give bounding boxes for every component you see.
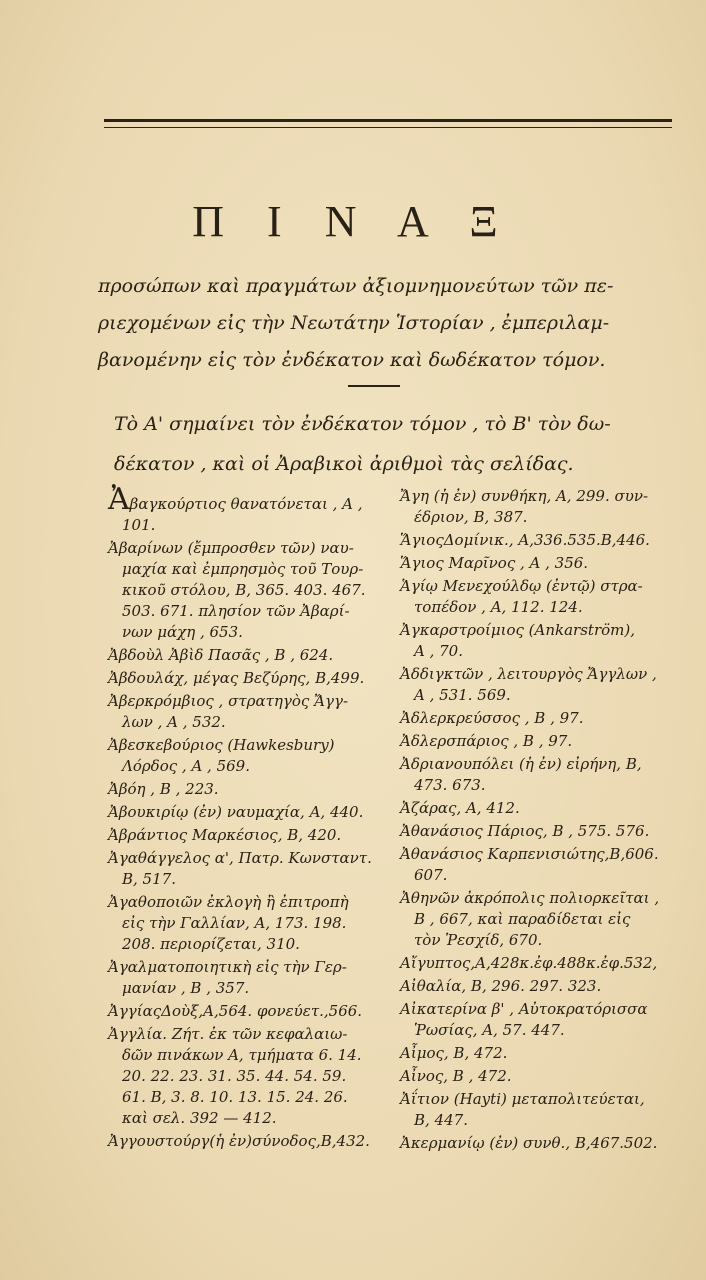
index-entry: [108, 957, 390, 999]
index-entry: [108, 691, 390, 733]
index-entry: [108, 482, 390, 536]
index-entry-line: Ἀθηνῶν ἀκρόπολις πολιορκεῖται ,: [400, 889, 660, 907]
note-line: δέκατον , καὶ οἱ Ἀραβικοὶ ἀριθμοὶ τὰς σελίδας.: [114, 453, 574, 475]
index-entry: [108, 668, 390, 689]
index-entry-line: Β, 517.: [122, 870, 176, 888]
subtitle-line: βανομένην εἰς τὸν ἐνδέκατον καὶ δωδέκατον τόμον.: [98, 349, 606, 371]
index-entry-line: έδριον, Β, 387.: [414, 508, 528, 526]
index-entry-line: Ῥωσίας, Α, 57. 447.: [414, 1021, 565, 1039]
index-entry-line: Ἀζάρας, Α, 412.: [400, 799, 520, 817]
index-entry-line: Ἀγγουστούργ(ἡ ἐν)σύνοδος,Β,432.: [108, 1132, 370, 1150]
index-entry: [400, 576, 690, 618]
index-entry-line: καὶ σελ. 392 — 412.: [122, 1109, 277, 1127]
index-entry-line: εἰς τὴν Γαλλίαν, Α, 173. 198.: [122, 914, 347, 932]
index-entry: [400, 798, 690, 819]
index-entry: [108, 735, 390, 777]
index-entry-text: βαγκούρτιος θανατόνεται , Α ,: [129, 495, 363, 513]
index-entry: [108, 538, 390, 643]
index-entry-line: Α , 531. 569.: [414, 686, 511, 704]
index-entry-line: Αἶνος, Β , 472.: [400, 1067, 512, 1085]
index-entry-line: 473. 673.: [414, 776, 486, 794]
index-entry-line: τοπέδον , Α, 112. 124.: [414, 598, 583, 616]
index-entry-line: 20. 22. 23. 31. 35. 44. 54. 59.: [122, 1067, 347, 1085]
index-entry-line: 101.: [122, 516, 156, 534]
index-entry-line: Αἴγυπτος,Α,428κ.ἐφ.488κ.ἐφ.532,: [400, 954, 658, 972]
index-entry-line: Ἀβαρίνων (ἔμπροσθεν τῶν) ναυ-: [108, 539, 354, 557]
index-entry: [400, 486, 690, 528]
abbreviation-note: [114, 404, 680, 484]
index-entry-line: μανίαν , Β , 357.: [122, 979, 250, 997]
index-entry-line: Α , 70.: [414, 642, 463, 660]
index-entry: [108, 848, 390, 890]
index-entry: [400, 976, 690, 997]
index-entry-line: Ἀβουκιρίῳ (ἐν) ναυμαχία, Α, 440.: [108, 803, 364, 821]
index-entry-line: 208. περιορίζεται, 310.: [122, 935, 300, 953]
index-entry: [400, 731, 690, 752]
index-entry: [108, 802, 390, 823]
index-entry-line: Ἄγη (ἡ ἐν) συνθήκη, Α, 299. συν-: [400, 487, 649, 505]
index-entry: [400, 664, 690, 706]
short-divider: [348, 385, 400, 387]
index-entry-line: τὸν Ῥεσχίδ, 670.: [414, 931, 543, 949]
index-entry-line: Ἀβράντιος Μαρκέσιος, Β, 420.: [108, 826, 342, 844]
index-entry-line: Ἅγιος Μαρῖνος , Α , 356.: [400, 554, 589, 572]
index-entry-line: Ἀβδουλάχ, μέγας Βεζύρης, Β,499.: [108, 669, 365, 687]
index-entry-line: 607.: [414, 866, 448, 884]
index-entry: [108, 779, 390, 800]
index-entry: [400, 999, 690, 1041]
index-entry-line: μαχία καὶ ἐμπρησμὸς τοῦ Τουρ-: [122, 560, 364, 578]
index-entry: [108, 1001, 390, 1022]
index-entry-line: Ἀκερμανίῳ (ἐν) συνθ., Β,467.502.: [400, 1134, 658, 1152]
index-entry: [108, 1131, 390, 1152]
index-entry: [400, 821, 690, 842]
index-entry-line: Αἰκατερίνα β' , Αὐτοκρατόρισσα: [400, 1000, 648, 1018]
index-column-right: [400, 486, 690, 1156]
index-entry-line: λων , Α , 532.: [122, 713, 226, 731]
index-entry-line: Ἀθανάσιος Καρπενισιώτης,Β,606.: [400, 845, 659, 863]
title-subtitle: [98, 268, 678, 379]
index-entry-line: Ἀγαθάγγελος α', Πατρ. Κωνσταντ.: [108, 849, 372, 867]
index-entry: [108, 1024, 390, 1129]
index-entry-line: Ἀγαθοποιῶν ἐκλογὴ ἢ ἐπιτροπὴ: [108, 893, 349, 911]
index-entry-line: Αἶμος, Β, 472.: [400, 1044, 508, 1062]
index-entry-line: δῶν πινάκων Α, τμήματα 6. 14.: [122, 1046, 362, 1064]
index-entry-line: Ἀβδοὺλ Ἀβὶδ Πασᾶς , Β , 624.: [108, 646, 334, 664]
index-entry: [108, 645, 390, 666]
index-entry-line: Λόρδος , Α , 569.: [122, 757, 250, 775]
index-entry-line: Ἀγγλία. Ζήτ. ἐκ τῶν κεφαλαιω-: [108, 1025, 348, 1043]
index-entry: [400, 620, 690, 662]
index-entry-line: Ἀγαλματοποιητικὴ εἰς τὴν Γερ-: [108, 958, 347, 976]
index-entry-line: νων μάχη , 653.: [122, 623, 243, 641]
index-entry-line: 503. 671. πλησίον τῶν Ἀβαρί-: [122, 602, 350, 620]
index-entry: [400, 1133, 690, 1154]
index-entry-line: Αἰθαλία, Β, 296. 297. 323.: [400, 977, 602, 995]
index-entry: [108, 892, 390, 955]
top-double-rule: [104, 119, 672, 128]
index-entry: [400, 844, 690, 886]
index-entry-line: ἈγγίαςΔοὺξ,Α,564. φονεύετ.,566.: [108, 1002, 363, 1020]
index-entry-line: Ἀΐτιον (Hayti) μεταπολιτεύεται,: [400, 1090, 645, 1108]
index-entry: [400, 530, 690, 551]
index-entry-line: [108, 482, 390, 517]
index-entry-line: Ἀδριανουπόλει (ἡ ἐν) εἰρήνη, Β,: [400, 755, 642, 773]
index-entry-line: Ἀβερκρόμβιος , στρατηγὸς Ἄγγ-: [108, 692, 349, 710]
index-entry-line: Ἀδλερκρεύσσος , Β , 97.: [400, 709, 584, 727]
index-column-left: [108, 482, 390, 1154]
index-entry-line: Ἁγίῳ Μενεχούλδῳ (ἐντῷ) στρα-: [400, 577, 643, 595]
index-entry-line: Ἀδδιγκτῶν , λειτουργὸς Ἄγγλων ,: [400, 665, 657, 683]
index-entry-line: Β , 667, καὶ παραδίδεται εἰς: [414, 910, 631, 928]
index-entry: [400, 1089, 690, 1131]
index-entry: [400, 953, 690, 974]
index-entry-line: Β, 447.: [414, 1111, 468, 1129]
index-entry-line: Ἀβεσκεβούριος (Hawkesbury): [108, 736, 335, 754]
index-entry-line: Ἀθανάσιος Πάριος, Β , 575. 576.: [400, 822, 650, 840]
index-entry-line: κικοῦ στόλου, Β, 365. 403. 467.: [122, 581, 366, 599]
index-entry-line: Ἀγκαρστροίμιος (Ankarström),: [400, 621, 635, 639]
index-entry: [400, 1043, 690, 1064]
index-entry: [400, 708, 690, 729]
index-entry: [400, 1066, 690, 1087]
note-line: Τὸ Α' σημαίνει τὸν ἐνδέκατον τόμον , τὸ Β' τὸν δω-: [114, 413, 611, 435]
drop-initial: Ἀ: [108, 482, 130, 517]
index-entry-line: Ἀβόη , Β , 223.: [108, 780, 219, 798]
index-entry-line: Ἀδλερσπάριος , Β , 97.: [400, 732, 573, 750]
index-entry: [108, 825, 390, 846]
index-entry: [400, 754, 690, 796]
index-entry: [400, 553, 690, 574]
index-entry-line: 61. Β, 3. 8. 10. 13. 15. 24. 26.: [122, 1088, 348, 1106]
page-title: Π Ι Ν Α Ξ: [192, 197, 514, 246]
subtitle-line: προσώπων καὶ πραγμάτων ἀξιομνημονεύτων τῶν πε-: [98, 275, 614, 297]
subtitle-line: ριεχομένων εἰς τὴν Νεωτάτην Ἱστορίαν , ἐμπεριλαμ-: [98, 312, 610, 334]
index-entry: [400, 888, 690, 951]
index-entry-line: ἍγιοςΔομίνικ., Α,336.535.Β,446.: [400, 531, 650, 549]
